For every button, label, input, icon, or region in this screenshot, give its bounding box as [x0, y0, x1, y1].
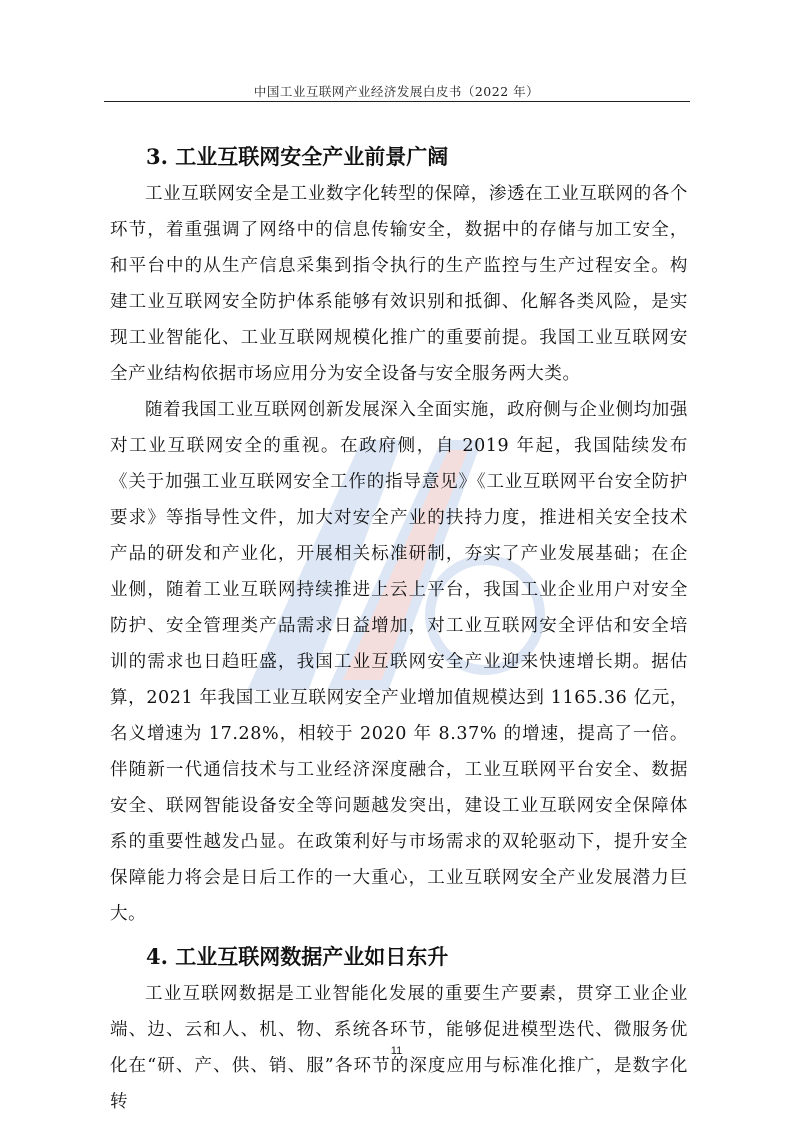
section-heading-3: 3. 工业互联网安全产业前景广阔 [146, 144, 449, 169]
paragraph: 工业互联网安全是工业数字化转型的保障，渗透在工业互联网的各个环节，着重强调了网络中的信息传输安全，数据中的存储与加工安全，和平台中的从生产信息采集到指令执行的生产监控与生产过程安全。构建工业互联网安全防护体系能够有效识别和抵御、化解各类风险，是实现工业智能化、工业互联网规模化推广的重要前提。我国工业互联网安全产业结构依据市场应用分为安全设备与安全服务两大类。 [110, 184, 688, 384]
header-divider [104, 101, 690, 102]
running-header: 中国工业互联网产业经济发展白皮书（2022 年） [253, 84, 540, 99]
page-body [110, 132, 688, 1120]
paragraph: 工业互联网数据是工业智能化发展的重要生产要素，贯穿工业企业端、边、云和人、机、物、系统各环节，能够促进模型迭代、微服务优化在“研、产、供、销、服”各环节的深度应用与标准化推广，是数字化转 [110, 984, 688, 1112]
paragraph: 随着我国工业互联网创新发展深入全面实施，政府侧与企业侧均加强对工业互联网安全的重视。在政府侧，自 2019 年起，我国陆续发布《关于加强工业互联网安全工作的指导意见》《工业互联网平台安全防护要求》等指导性文件，加大对安全产业的扶持力度，推进相关安全技术产品的研发和产业化，开展相关标准研制，夯实了产业发展基础；在企业侧，随着工业互联网持续推进上云上平台，我国工业企业用户对安全防护、安全管理类产品需求日益增加，对工业互联网安全评估和安全培训的需求也日趋旺盛，我国工业互联网安全产业迎来快速增长期。据估算，2021 年我国工业互联网安全产业增加值规模达到 1165.36 亿元，名义增速为 17.28%，相较于 2020 年 8.37% 的增速，提高了一倍。伴随新一代通信技术与工业经济深度融合，工业互联网平台安全、数据安全、联网智能设备安全等问题越发突出，建设工业互联网安全保障体系的重要性越发凸显。在政策利好与市场需求的双轮驱动下，提升安全保障能力将会是日后工作的一大重心，工业互联网安全产业发展潜力巨大。 [110, 400, 688, 924]
section-heading-4: 4. 工业互联网数据产业如日东升 [146, 944, 449, 969]
page-number: 11 [390, 1045, 403, 1057]
